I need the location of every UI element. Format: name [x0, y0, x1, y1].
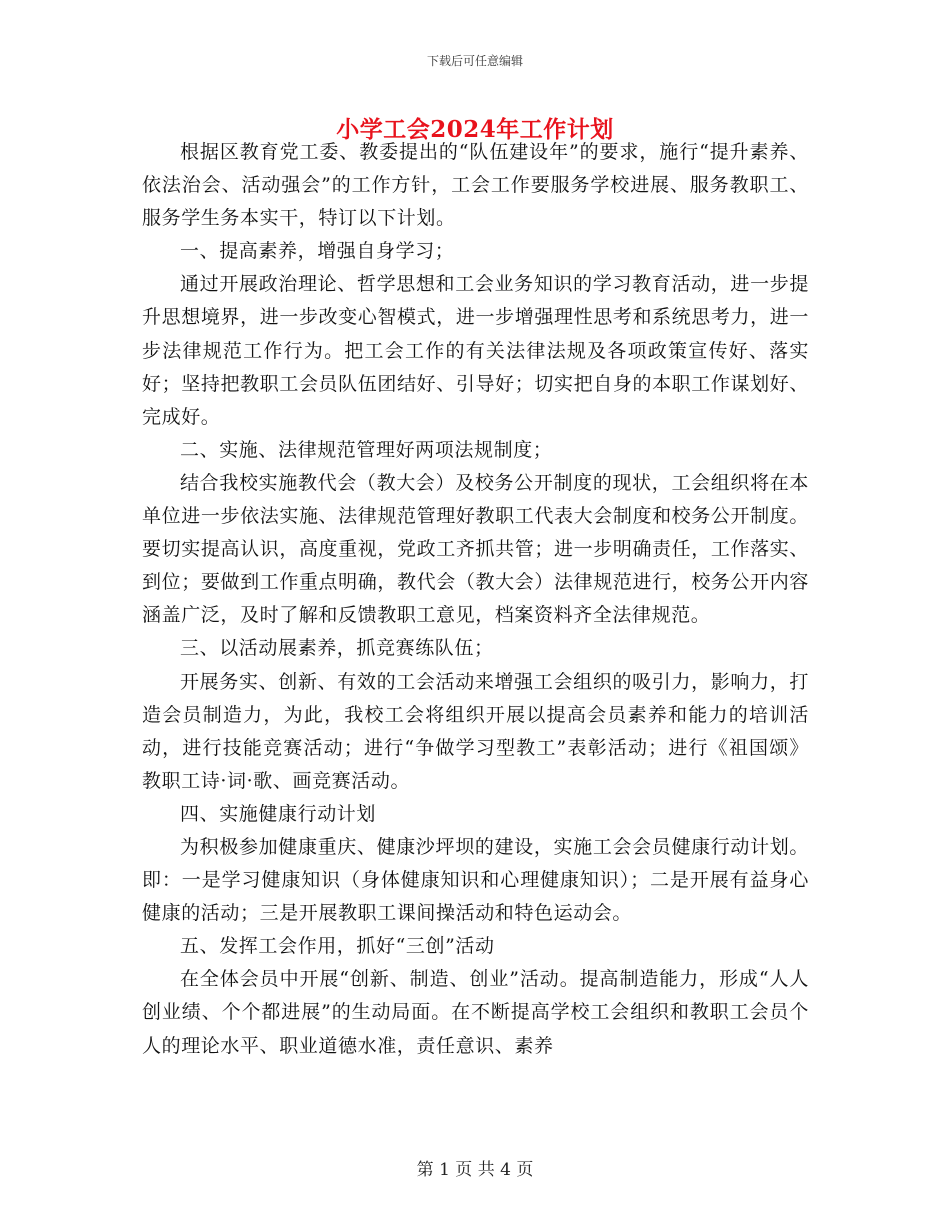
section-paragraph-1: 通过开展政治理论、哲学思想和工会业务知识的学习教育活动，进一步提升思想境界，进一步改变心智模式，进一步增强理性思考和系统思考力，进一步法律规范工作行为。把工会工作的有关法律法规及各项政策宣传好、落实好；坚持把教职工会员队伍团结好、引导好；切实把自身的本职工作谋划好、完成好。 — [142, 273, 809, 428]
document-body — [142, 136, 809, 1063]
page-number-footer: 第 1 页 共 4 页 — [416, 1160, 534, 1180]
section-paragraph-2: 结合我校实施教代会（教大会）及校务公开制度的现状，工会组织将在本单位进一步依法实施、法律规范管理好教职工代表大会制度和校务公开制度。要切实提高认识，高度重视，党政工齐抓共管；进一步明确责任，工作落实、到位；要做到工作重点明确，教代会（教大会）法律规范进行，校务公开内容涵盖广泛，及时了解和反馈教职工意见，档案资料齐全法律规范。 — [142, 471, 809, 627]
section-heading-2: 二、实施、法律规范管理好两项法规制度； — [180, 438, 553, 461]
document-title: 小学工会2024年工作计划 — [336, 116, 614, 143]
section-heading-4: 四、实施健康行动计划 — [180, 802, 377, 825]
section-heading-1: 一、提高素养，增强自身学习； — [180, 240, 455, 263]
section-paragraph-3: 开展务实、创新、有效的工会活动来增强工会组织的吸引力，影响力，打造会员制造力，为此，我校工会将组织开展以提高会员素养和能力的培训活动，进行技能竞赛活动；进行“争做学习型教工”表彰活动；进行《祖国颂》教职工诗·词·歌、画竞赛活动。 — [142, 670, 809, 792]
section-heading-5: 五、发挥工会作用，抓好“三创”活动 — [180, 935, 495, 958]
page-header: 下载后可任意编辑 — [426, 54, 523, 68]
section-paragraph-5: 在全体会员中开展“创新、制造、创业”活动。提高制造能力，形成“人人创业绩、个个都进展”的生动局面。在不断提高学校工会组织和教职工会员个人的理论水平、职业道德水准，责任意识、素养 — [142, 968, 809, 1057]
intro-paragraph: 根据区教育党工委、教委提出的“队伍建设年”的要求，施行“提升素养、依法治会、活动强会”的工作方针，工会工作要服务学校进展、服务教职工、服务学生务本实干，特订以下计划。 — [142, 141, 809, 230]
section-paragraph-4: 为积极参加健康重庆、健康沙坪坝的建设，实施工会会员健康行动计划。即：一是学习健康知识（身体健康知识和心理健康知识）；二是开展有益身心健康的活动；三是开展教职工课间操活动和特色运动会。 — [142, 835, 809, 925]
section-heading-3: 三、以活动展素养，抓竞赛练队伍； — [180, 637, 494, 660]
